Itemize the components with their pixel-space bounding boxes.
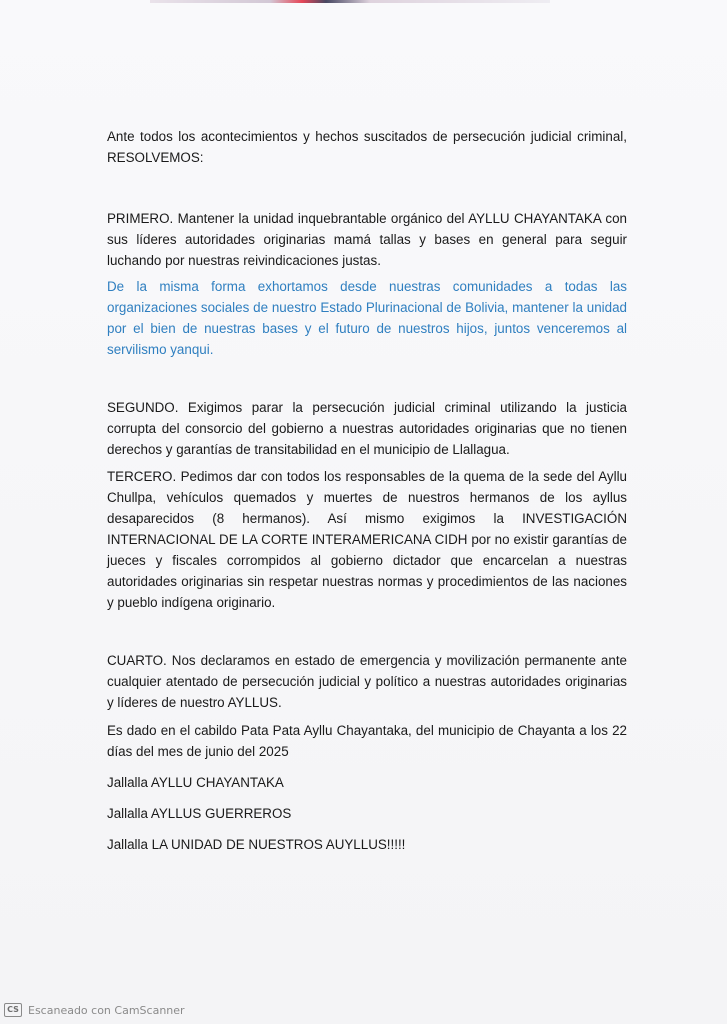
scanner-watermark-text: Escaneado con CamScanner [28,1003,185,1017]
jallalla-line-2: Jallalla AYLLUS GUERREROS [107,806,292,821]
jallalla-line-3: Jallalla LA UNIDAD DE NUESTROS AUYLLUS!!!!! [107,837,406,852]
intro-paragraph: Ante todos los acontecimientos y hechos suscitados de persecución judicial criminal, RESOLVEMOS: [107,129,627,165]
exhortacion-paragraph: De la misma forma exhortamos desde nuestras comunidades a todas las organizaciones sociales de nuestro Estado Plurinacional de Bolivia, mantener la unidad por el bien de nuestras bases y el futuro de nuestros hijos, juntos venceremos al servilismo yanqui. [107,279,627,357]
dado-paragraph: Es dado en el cabildo Pata Pata Ayllu Chayantaka, del municipio de Chayanta a los 22 días del mes de junio del 2025 [107,723,627,759]
jallalla-line-1: Jallalla AYLLU CHAYANTAKA [107,775,284,790]
tercero-paragraph: TERCERO. Pedimos dar con todos los responsables de la quema de la sede del Ayllu Chullpa, vehículos quemados y muertes de nuestros hermanos de los ayllus desaparecidos (8 hermanos). Así mismo exigimos la INVESTIGACIÓN INTERNACIONAL DE LA CORTE INTERAMERICANA CIDH por no existir garantías de jueces y fiscales corrompidos al gobierno dictador que encarcelan a nuestras autoridades originarias sin respetar nuestras normas y procedimientos de las naciones y pueblo indígena originario. [107,469,627,610]
scan-top-edge [150,0,550,3]
cuarto-paragraph: CUARTO. Nos declaramos en estado de emergencia y movilización permanente ante cualquier atentado de persecución judicial y político a nuestras autoridades originarias y líderes de nuestro AYLLUS. [107,653,627,710]
primero-paragraph: PRIMERO. Mantener la unidad inquebrantable orgánico del AYLLU CHAYANTAKA con sus líderes autoridades originarias mamá tallas y bases en general para seguir luchando por nuestras reivindicaciones justas. [107,211,627,268]
scanner-watermark [4,1003,185,1017]
segundo-paragraph: SEGUNDO. Exigimos parar la persecución judicial criminal utilizando la justicia corrupta del consorcio del gobierno a nuestras autoridades originarias que no tienen derechos y garantías de transitabilidad en el municipio de Llallagua. [107,400,627,457]
camscanner-logo-icon: CS [4,1003,22,1017]
